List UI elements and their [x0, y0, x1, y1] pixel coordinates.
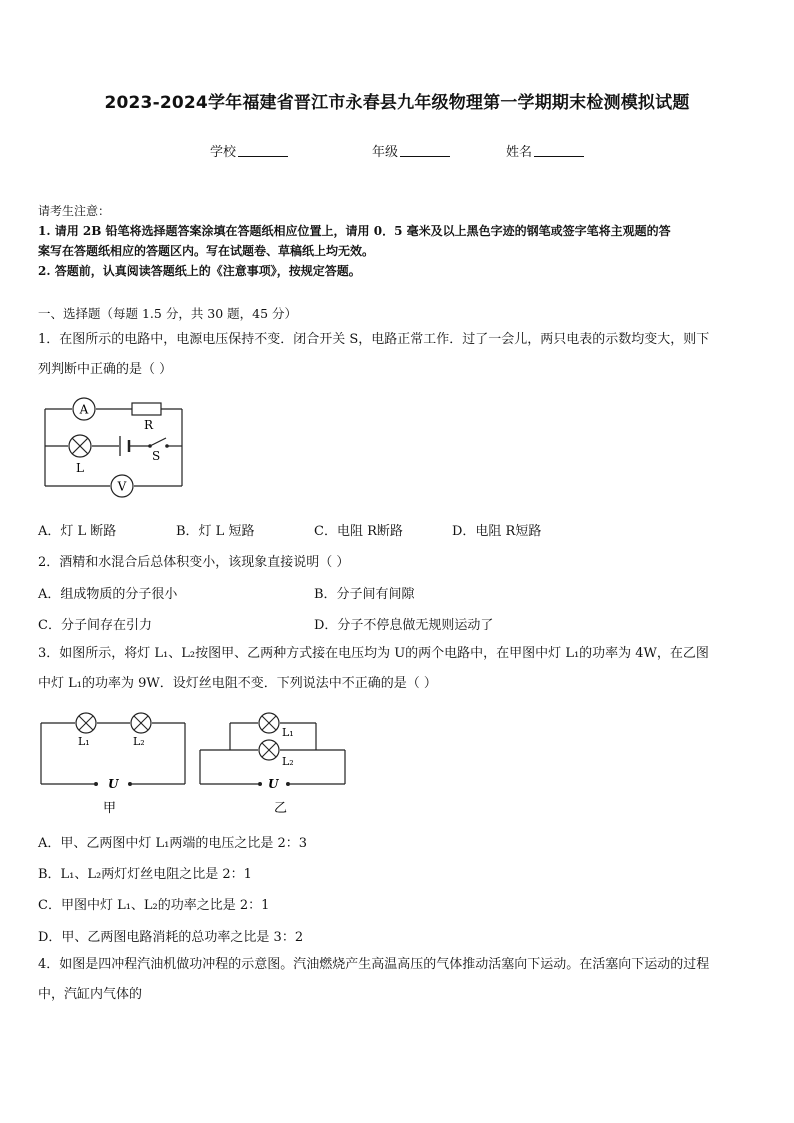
question-3-stem	[38, 639, 763, 699]
name-label: 姓名	[506, 145, 533, 160]
terminal-icon	[286, 782, 290, 786]
question-4-line-2: 中，汽缸内气体的	[38, 987, 143, 1002]
voltage-u-yi-label: U	[268, 777, 279, 791]
lamp-l2-yi-label: L₂	[282, 755, 294, 768]
notice-line-3: 2. 答题前，认真阅读答题纸上的《注意事项》，按规定答题。	[38, 264, 361, 278]
q3-option-a: A．甲、乙两图中灯 L₁两端的电压之比是 2：3	[38, 836, 308, 851]
ammeter-label: A	[79, 402, 89, 417]
q1-circuit-diagram	[40, 394, 190, 502]
voltage-u-jia-label: U	[108, 777, 119, 791]
lamp-l1-jia-label: L₁	[78, 735, 90, 748]
q3-circuit-diagram	[38, 708, 358, 820]
q1-option-d: D．电阻 R短路	[452, 524, 542, 539]
voltmeter-icon	[111, 475, 133, 497]
lamp-l2-yi-icon	[259, 740, 279, 760]
question-3-line-1: 3．如图所示，将灯 L₁、L₂按图甲、乙两种方式接在电压均为 U的两个电路中，在甲图中灯 L₁的功率为 4W，在乙图	[38, 646, 709, 661]
resistor-icon	[132, 403, 161, 415]
lamp-l2-jia-icon	[131, 713, 151, 733]
question-1-line-1: 1．在图所示的电路中，电源电压保持不变．闭合开关 S，电路正常工作．过了一会儿，两只电表的示数均变大，则下	[38, 332, 710, 347]
school-blank	[238, 144, 288, 157]
notice-line-1: 1. 请用 2B 铅笔将选择题答案涂填在答题纸相应位置上，请用 0．5 毫米及以上黑色字迹的钢笔或签字笔将主观题的答	[38, 224, 671, 238]
page-title: 2023-2024学年福建省晋江市永春县九年级物理第一学期期末检测模拟试题	[104, 93, 690, 113]
q1-option-a: A．灯 L 断路	[38, 524, 117, 539]
question-1-stem	[38, 325, 763, 385]
question-1-line-2: 列判断中正确的是（ ）	[38, 362, 173, 377]
notice-line-2: 案写在答题纸相应的答题区内。写在试题卷、草稿纸上均无效。	[38, 244, 375, 258]
q1-option-c: C．电阻 R断路	[314, 524, 403, 539]
notice-block	[38, 201, 760, 281]
lamp-l1-yi-icon	[259, 713, 279, 733]
name-blank	[534, 144, 584, 157]
terminal-icon	[258, 782, 262, 786]
question-3-line-2: 中灯 L₁的功率为 9W．设灯丝电阻不变．下列说法中不正确的是（ ）	[38, 676, 437, 691]
school-label: 学校	[210, 145, 237, 160]
figure-jia-label: 甲	[103, 801, 117, 816]
q2-option-a: A．组成物质的分子很小	[38, 587, 178, 602]
ammeter-icon	[73, 398, 95, 420]
grade-blank	[400, 144, 450, 157]
grade-field	[372, 141, 450, 160]
lamp-l1-jia-icon	[76, 713, 96, 733]
battery-icon	[120, 436, 129, 456]
lamp-label: L	[76, 461, 84, 475]
question-4-stem	[38, 950, 763, 1010]
terminal-icon	[94, 782, 98, 786]
question-2-stem: 2．酒精和水混合后总体积变小，该现象直接说明（ ）	[38, 555, 350, 570]
q3-option-b: B．L₁、L₂两灯灯丝电阻之比是 2：1	[38, 867, 252, 882]
q3-option-d: D．甲、乙两图电路消耗的总功率之比是 3：2	[38, 930, 304, 945]
q2-option-d: D．分子不停息做无规则运动了	[314, 618, 494, 633]
q1-option-b: B．灯 L 短路	[176, 524, 255, 539]
terminal-icon	[128, 782, 132, 786]
q2-option-c: C．分子间存在引力	[38, 618, 152, 633]
question-4-line-1: 4．如图是四冲程汽油机做功冲程的示意图。汽油燃烧产生高温高压的气体推动活塞向下运动。在活塞向下运动的过程	[38, 957, 710, 972]
resistor-label: R	[144, 418, 154, 432]
grade-label: 年级	[372, 145, 399, 160]
school-field	[210, 141, 288, 160]
section-heading: 一、选择题（每题 1.5 分，共 30 题，45 分）	[38, 306, 298, 321]
notice-heading: 请考生注意：	[38, 204, 111, 218]
lamp-l2-jia-label: L₂	[133, 735, 145, 748]
switch-label: S	[152, 449, 161, 463]
name-field	[506, 141, 584, 160]
q3-option-c: C．甲图中灯 L₁、L₂的功率之比是 2：1	[38, 898, 270, 913]
q2-option-b: B．分子间有间隙	[314, 587, 415, 602]
figure-yi-label: 乙	[274, 801, 288, 816]
voltmeter-label: V	[117, 479, 127, 494]
lamp-l1-yi-label: L₁	[282, 726, 294, 739]
lamp-icon	[69, 435, 91, 457]
